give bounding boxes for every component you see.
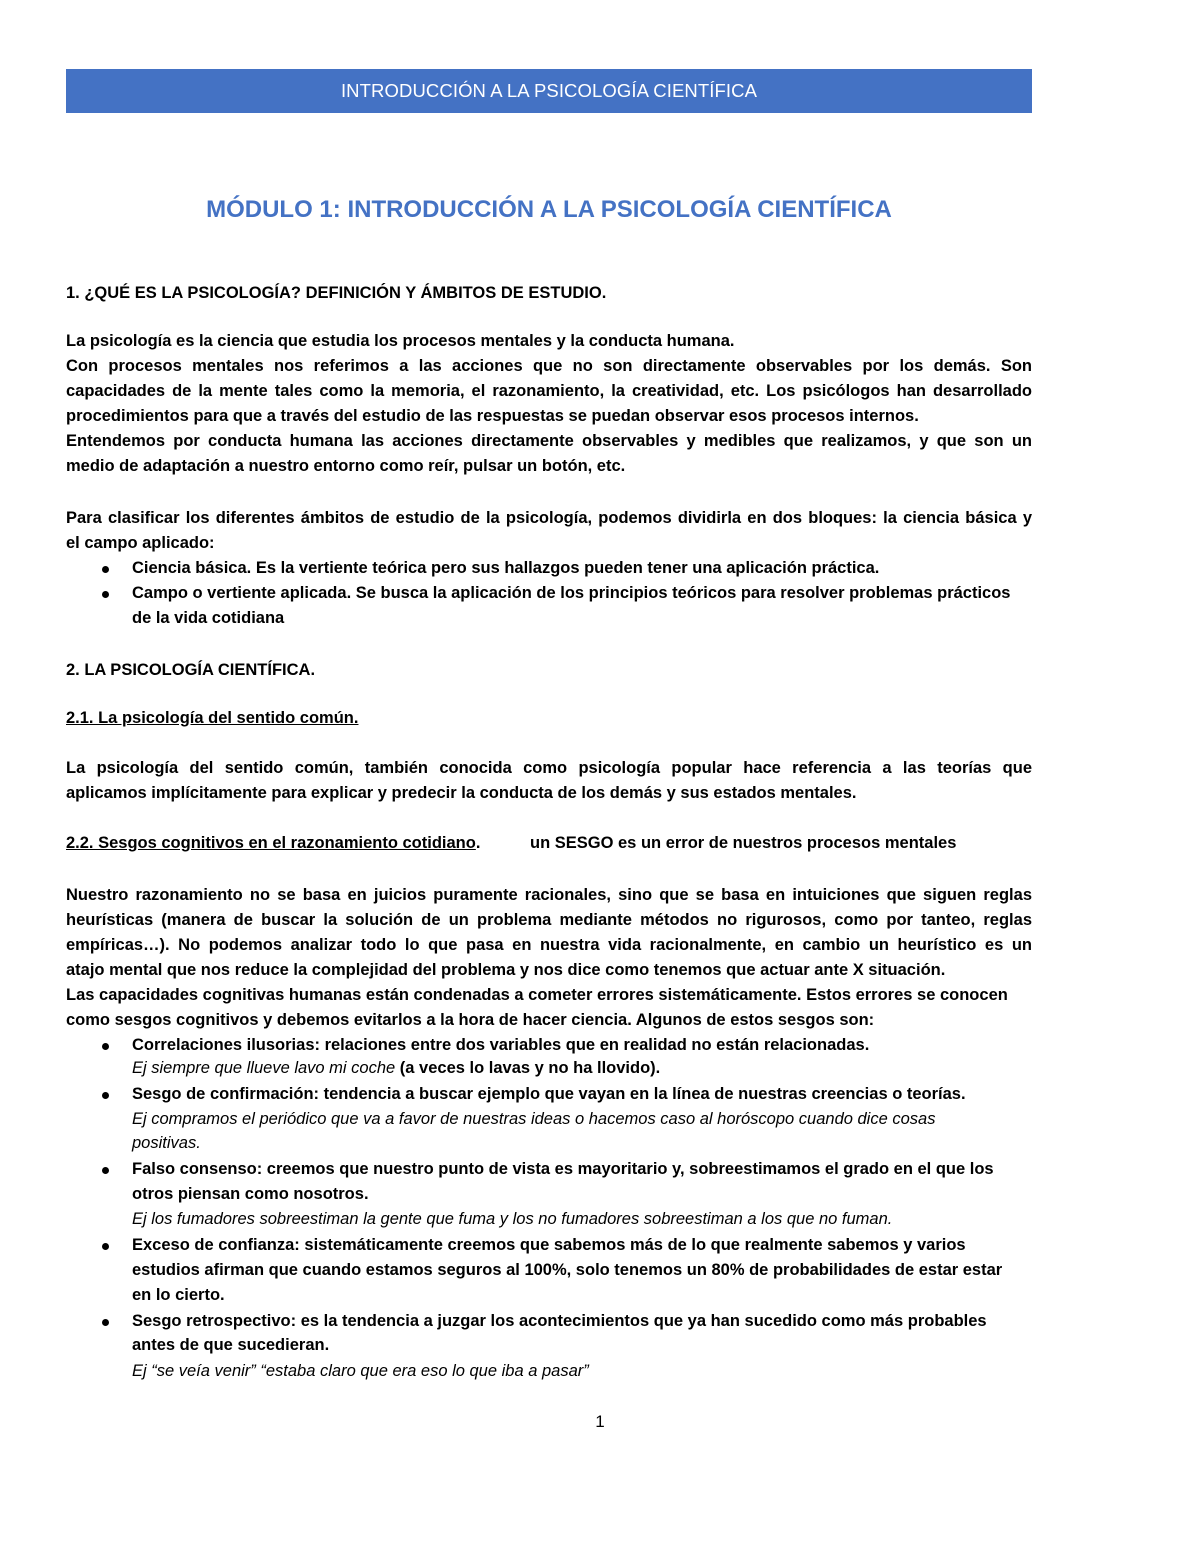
list-item: Sesgo retrospectivo: es la tendencia a juzgar los acontecimientos que ya han sucedido como más probables [132,1312,987,1330]
subsection-2-2-period: . [475,834,481,852]
paragraph-definition: La psicología es la ciencia que estudia los procesos mentales y la conducta humana. [66,332,735,350]
section-1-heading: 1. ¿QUÉ ES LA PSICOLOGÍA? DEFINICIÓN Y ÁMBITOS DE ESTUDIO. [66,284,607,302]
bullet-icon [102,1167,109,1174]
subsection-2-1-heading: 2.1. La psicología del sentido común. [66,709,359,727]
document-header-bar [66,69,1032,113]
list-item: Ciencia básica. Es la vertiente teórica pero sus hallazgos pueden tener una aplicación práctica. [132,559,880,577]
bullet-icon [102,1043,109,1050]
bullet-icon [102,1319,109,1326]
list-item: Exceso de confianza: sistemáticamente creemos que sabemos más de lo que realmente sabemos y varios [132,1236,966,1254]
list-item-example: Ej compramos el periódico que va a favor de nuestras ideas o hacemos caso al horóscopo cuando dice cosas [132,1110,936,1128]
paragraph-line: capacidades de la mente tales como la memoria, el razonamiento, la creatividad, etc. Los psicólogos han desarrollado [66,382,1032,400]
subsection-2-2-heading [66,834,480,853]
list-item-continued: antes de que sucedieran. [132,1336,330,1354]
list-item-example: Ej “se veía venir” “estaba claro que era eso lo que iba a pasar” [132,1362,589,1380]
list-item: Campo o vertiente aplicada. Se busca la aplicación de los principios teóricos para resolver problemas prácticos [132,584,1011,602]
bullet-icon [102,1243,109,1250]
list-item: Correlaciones ilusorias: relaciones entre dos variables que en realidad no están relacionadas. [132,1036,870,1054]
section-2-heading: 2. LA PSICOLOGÍA CIENTÍFICA. [66,661,316,679]
paragraph-line: procedimientos para que a través del estudio de las respuestas se puedan observar esos procesos internos. [66,407,919,425]
list-item-example: Ej los fumadores sobreestiman la gente que fuma y los no fumadores sobreestiman a los que no fuman. [132,1210,893,1228]
bias-definition-note: un SESGO es un error de nuestros procesos mentales [530,834,957,852]
paragraph-line: empíricas…). No podemos analizar todo lo que pasa en nuestra vida racionalmente, en cambio un heurístico es un [66,936,1032,954]
paragraph-line: el campo aplicado: [66,534,215,552]
page-number: 1 [595,1412,605,1431]
list-item-continued: otros piensan como nosotros. [132,1185,369,1203]
paragraph-line: La psicología del sentido común, también conocida como psicología popular hace referencia a las teorías que [66,759,1032,777]
paragraph-line: Con procesos mentales nos referimos a las acciones que no son directamente observables por los demás. Son [66,357,1032,375]
bullet-icon [102,591,109,598]
list-item-continued: estudios afirman que cuando estamos seguros al 100%, solo tenemos un 80% de probabilidades de estar estar [132,1261,1003,1279]
paragraph-line: como sesgos cognitivos y debemos evitarlos a la hora de hacer ciencia. Algunos de estos sesgos son: [66,1011,875,1029]
list-item-example [132,1059,660,1078]
subsection-2-2-title: 2.2. Sesgos cognitivos en el razonamiento cotidiano [66,834,476,852]
paragraph-line: atajo mental que nos reduce la complejidad del problema y nos dice como tenemos que actuar ante X situación. [66,961,946,979]
example-text: Ej siempre que llueve lavo mi coche [132,1059,396,1077]
paragraph-line: Entendemos por conducta humana las acciones directamente observables y medibles que realizamos, y que son un [66,432,1032,450]
paragraph-line: aplicamos implícitamente para explicar y predecir la conducta de los demás y sus estados mentales. [66,784,857,802]
paragraph-line: Las capacidades cognitivas humanas están condenadas a cometer errores sistemáticamente. Estos errores se conocen [66,986,1008,1004]
paragraph-line: Nuestro razonamiento no se basa en juicios puramente racionales, sino que se basa en intuiciones que siguen reglas [66,886,1032,904]
bullet-icon [102,1092,109,1099]
list-item-continued: de la vida cotidiana [132,609,285,627]
list-item-continued: en lo cierto. [132,1286,225,1304]
list-item: Sesgo de confirmación: tendencia a buscar ejemplo que vayan en la línea de nuestras creencias o teorías. [132,1085,966,1103]
list-item: Falso consenso: creemos que nuestro punto de vista es mayoritario y, sobreestimamos el grado en el que los [132,1160,994,1178]
bullet-icon [102,566,109,573]
module-title: MÓDULO 1: INTRODUCCIÓN A LA PSICOLOGÍA CIENTÍFICA [206,196,892,223]
paragraph-line: heurísticas (manera de buscar la solución de un problema mediante métodos no rigurosos, como por tanteo, reglas [66,911,1032,929]
paragraph-line: medio de adaptación a nuestro entorno como reír, pulsar un botón, etc. [66,457,626,475]
example-note: (a veces lo lavas y no ha llovido). [395,1059,661,1077]
paragraph-line: Para clasificar los diferentes ámbitos de estudio de la psicología, podemos dividirla en dos bloques: la ciencia básica y [66,509,1032,527]
header-title: INTRODUCCIÓN A LA PSICOLOGÍA CIENTÍFICA [340,80,758,101]
list-item-example: positivas. [132,1134,201,1152]
